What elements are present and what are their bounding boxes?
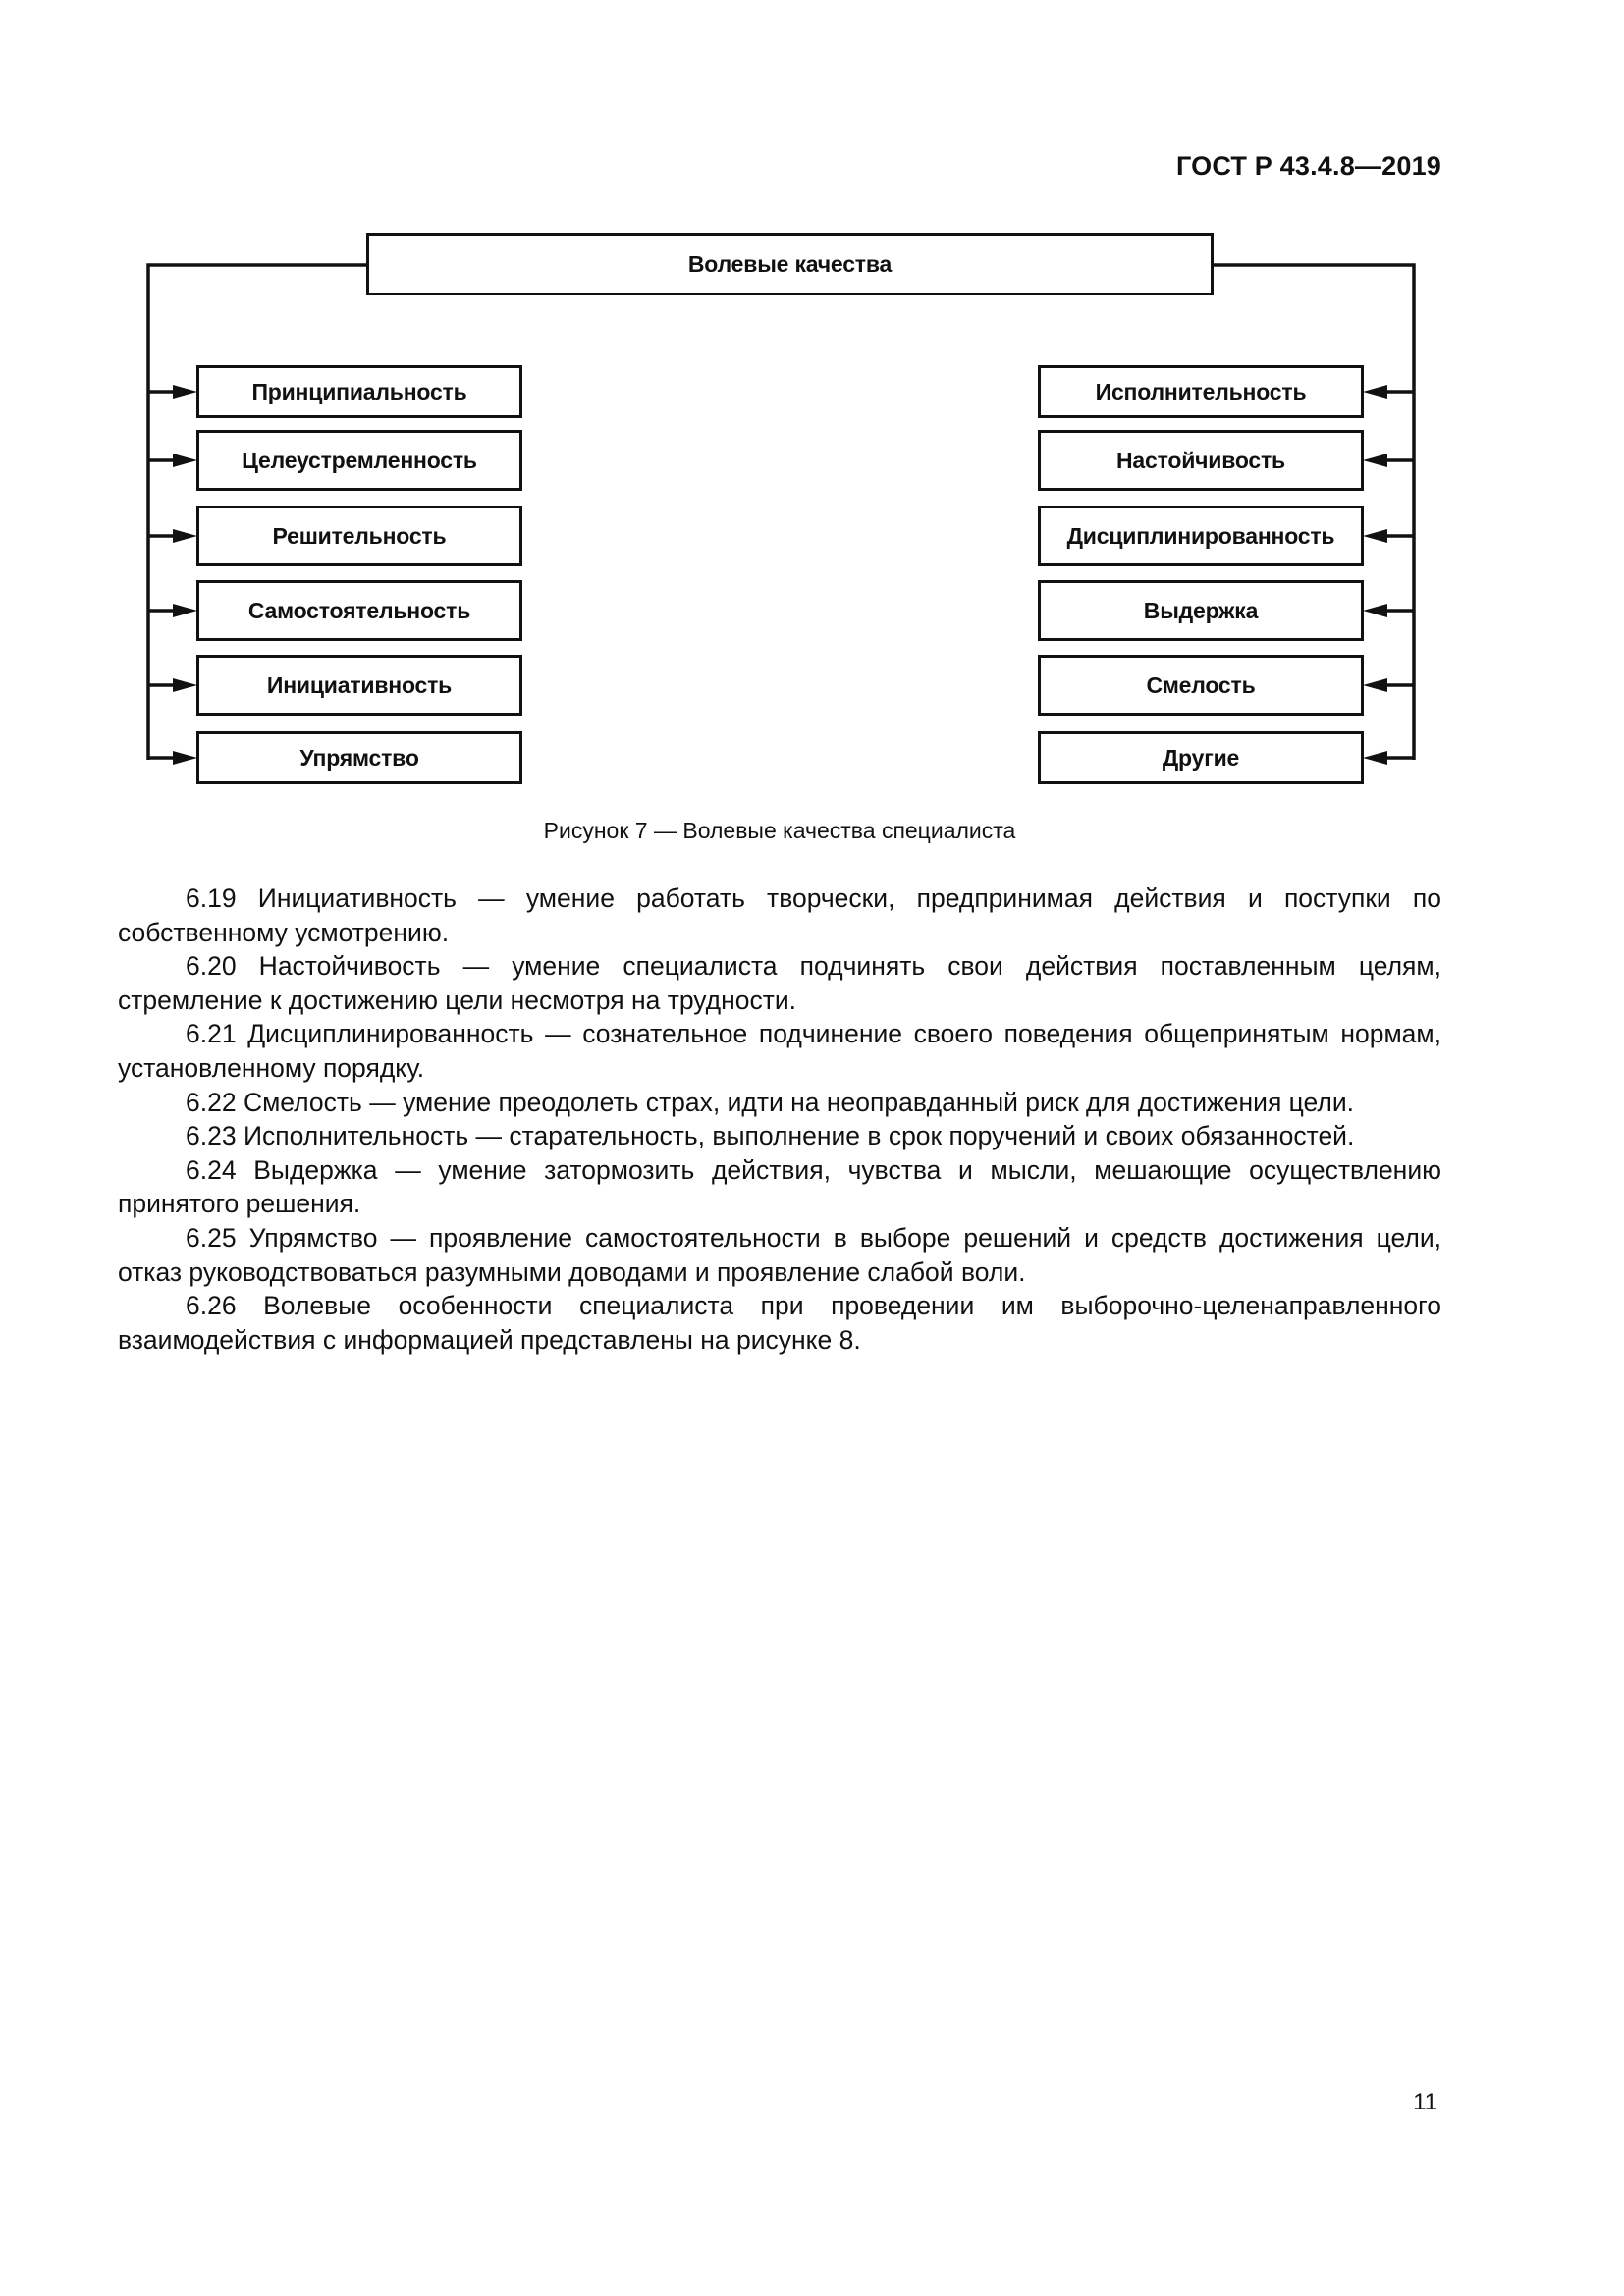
paragraph: 6.19 Инициативность — умение работать творчески, предпринимая действия и поступки по собственному усмотрению. (118, 883, 1441, 947)
right-quality-box: Выдержка (1038, 580, 1364, 641)
right-quality-box: Дисциплинированность (1038, 506, 1364, 566)
paragraph: 6.20 Настойчивость — умение специалиста подчинять свои действия поставленным целям, стремление к достижению цели несмотря на трудности. (118, 951, 1441, 1015)
left-quality-box: Решительность (196, 506, 522, 566)
right-quality-box: Исполнительность (1038, 365, 1364, 418)
document-code: ГОСТ Р 43.4.8—2019 (1175, 151, 1441, 181)
left-arrowhead (173, 678, 197, 692)
left-quality-box: Принципиальность (196, 365, 522, 418)
right-arrowhead (1363, 454, 1387, 467)
left-arrowhead (173, 751, 197, 765)
paragraph: 6.26 Волевые особенности специалиста при проведении им выборочно-целенаправленного взаимодействия с информацией представлены на рисунке 8. (118, 1291, 1441, 1355)
right-quality-box: Другие (1038, 731, 1364, 784)
right-quality-box: Смелость (1038, 655, 1364, 716)
right-arrowhead (1363, 751, 1387, 765)
paragraph: 6.21 Дисциплинированность — сознательное подчинение своего поведения общепринятым нормам, установленному порядку. (118, 1019, 1441, 1083)
left-quality-box: Целеустремленность (196, 430, 522, 491)
left-arrowhead (173, 604, 197, 617)
page-number: 11 (1413, 2089, 1437, 2115)
paragraph: 6.23 Исполнительность — старательность, выполнение в срок поручений и своих обязанностей. (186, 1121, 1355, 1151)
left-arrowhead (173, 385, 197, 399)
left-quality-box: Упрямство (196, 731, 522, 784)
right-arrowhead (1363, 529, 1387, 543)
root-box: Волевые качества (366, 233, 1214, 295)
left-quality-box: Инициативность (196, 655, 522, 716)
body-text (118, 881, 1441, 1357)
left-arrowhead (173, 454, 197, 467)
paragraph: 6.25 Упрямство — проявление самостоятельности в выборе решений и средств достижения цели, отказ руководствоваться разумными доводами и проявление слабой воли. (118, 1222, 1441, 1287)
right-arrowhead (1363, 385, 1387, 399)
right-arrowhead (1363, 678, 1387, 692)
volitional-qualities-diagram (0, 0, 1624, 805)
right-arrowhead (1363, 604, 1387, 617)
figure-caption: Рисунок 7 — Волевые качества специалиста (543, 818, 1016, 843)
paragraph: 6.24 Выдержка — умение затормозить действия, чувства и мысли, мешающие осуществлению принятого решения. (118, 1154, 1441, 1219)
left-arrowhead (173, 529, 197, 543)
paragraph: 6.22 Смелость — умение преодолеть страх, идти на неоправданный риск для достижения цели. (186, 1087, 1355, 1117)
left-quality-box: Самостоятельность (196, 580, 522, 641)
right-quality-box: Настойчивость (1038, 430, 1364, 491)
